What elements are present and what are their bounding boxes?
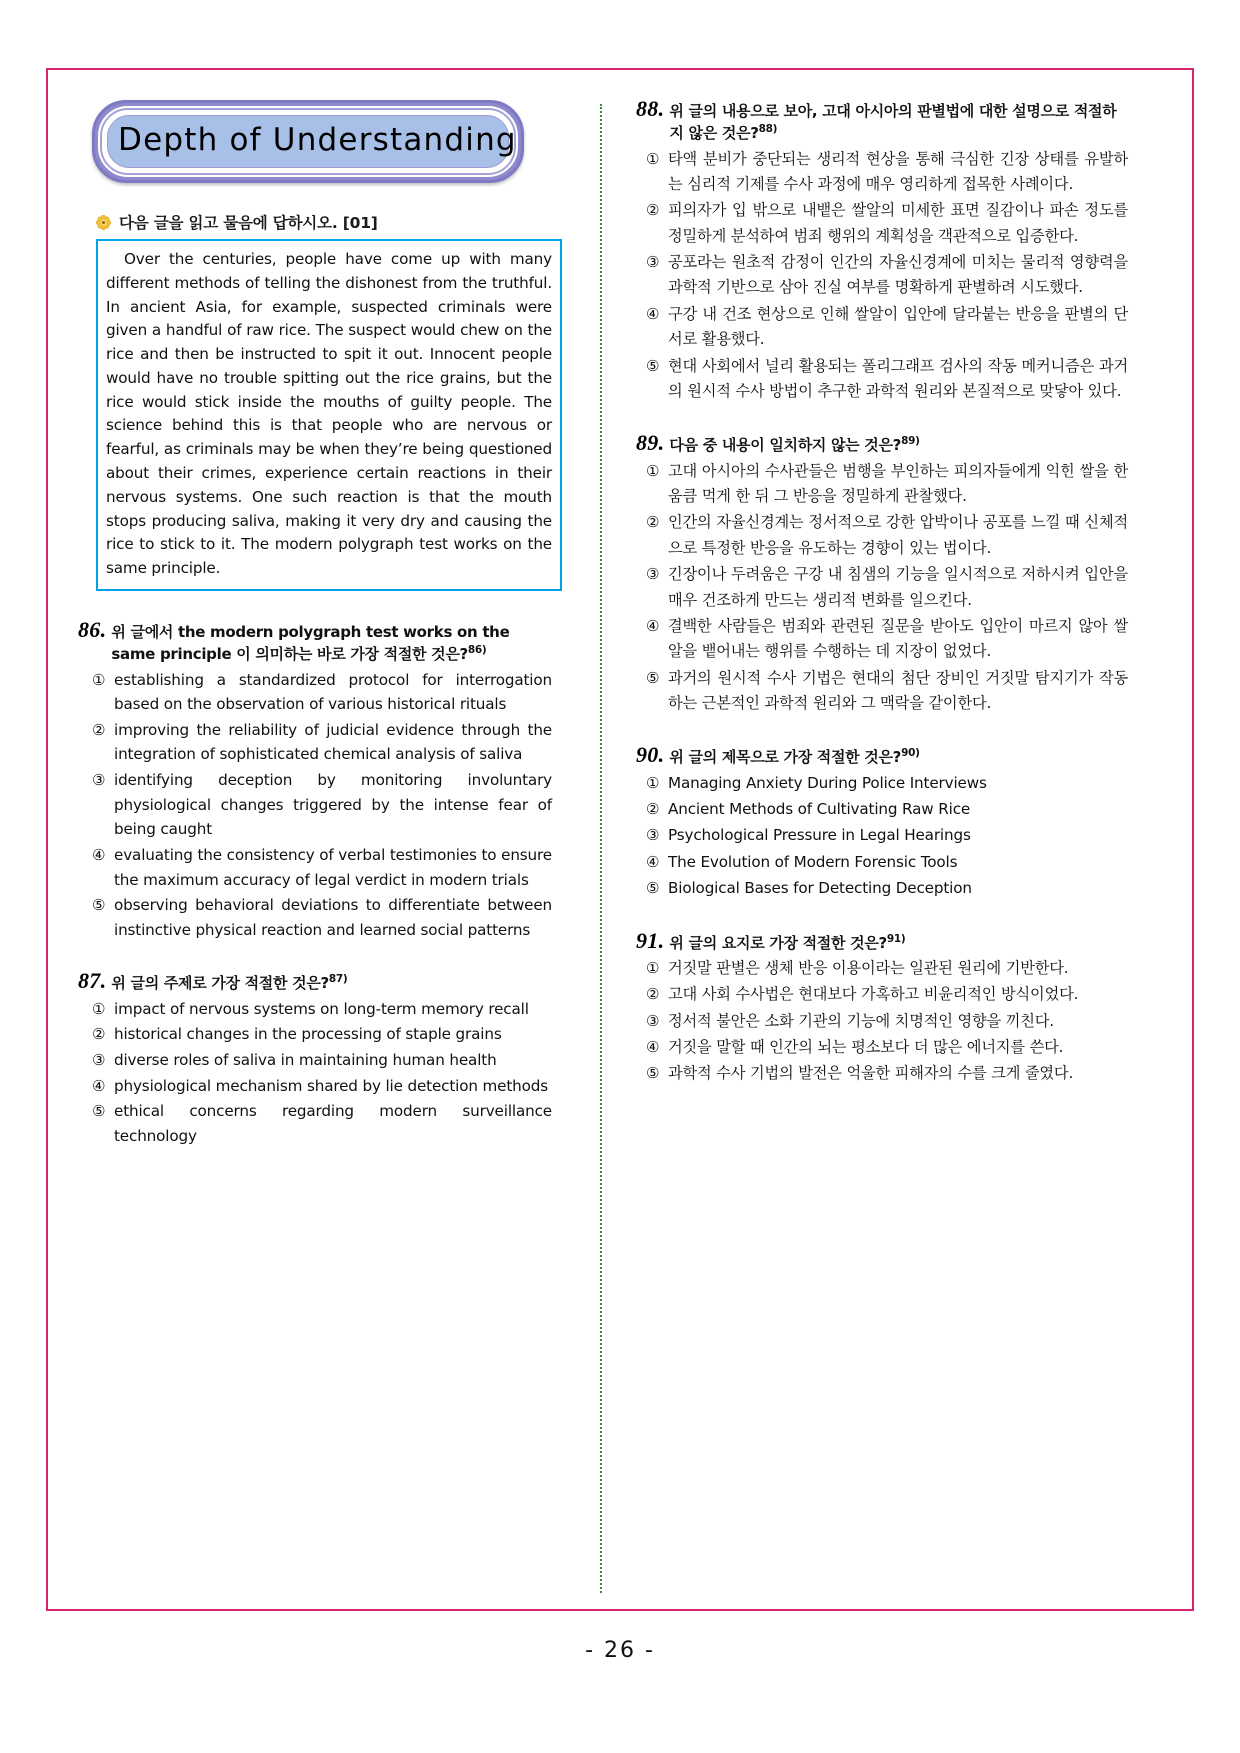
question-block (632, 96, 1128, 404)
answer-option[interactable] (74, 1048, 552, 1073)
option-text: 인간의 자율신경계는 정서적으로 강한 압박이나 공포를 느낄 때 신체적으로 특정한 반응을 유도하는 경향이 있는 법이다. (668, 513, 1128, 557)
page-frame (46, 68, 1194, 1611)
reading-passage-box (96, 239, 562, 591)
option-marker-icon: ① (92, 999, 106, 1018)
answer-option[interactable] (74, 1099, 552, 1148)
option-text: 현대 사회에서 널리 활용되는 폴리그래프 검사의 작동 메커니즘은 과거의 원시적 수사 방법이 추구한 과학적 원리와 본질적으로 맞닿아 있다. (668, 356, 1128, 400)
question-block (74, 968, 552, 1148)
option-marker-icon: ③ (92, 1050, 106, 1069)
question-header (74, 617, 552, 666)
option-text: establishing a standardized protocol for interrogation based on the observation of various historical rituals (114, 670, 552, 714)
option-text: Psychological Pressure in Legal Hearings (668, 826, 971, 845)
left-question-list (74, 617, 552, 1149)
question-footnote-marker: 88) (758, 123, 778, 136)
two-column-layout (74, 92, 1166, 1599)
option-text: 고대 사회 수사법은 현대보다 가혹하고 비윤리적인 방식이었다. (668, 985, 1079, 1004)
answer-option[interactable] (74, 768, 552, 842)
left-column (74, 92, 570, 1599)
question-stem-text: 위 글의 주제로 가장 적절한 것은? (111, 974, 329, 993)
answer-option[interactable] (632, 666, 1128, 717)
answer-option[interactable] (632, 1035, 1128, 1060)
option-marker-icon: ⑤ (646, 879, 660, 898)
answer-option[interactable] (632, 510, 1128, 561)
option-text: 고대 아시아의 수사관들은 범행을 부인하는 피의자들에게 익힌 쌀을 한 움큼 먹게 한 뒤 그 반응을 정밀하게 관찰했다. (668, 461, 1128, 506)
banner-inner-frame (102, 110, 517, 173)
answer-option[interactable] (632, 771, 1128, 796)
option-text: impact of nervous systems on long-term memory recall (114, 999, 529, 1018)
option-marker-icon: ④ (646, 616, 660, 635)
option-text: 타액 분비가 중단되는 생리적 현상을 통해 극심한 긴장 상태를 유발하는 심리적 기제를 수사 과정에 매우 영리하게 접목한 사례이다. (668, 149, 1128, 193)
question-footnote-marker: 89) (901, 435, 920, 448)
option-marker-icon: ③ (92, 771, 106, 790)
option-text: The Evolution of Modern Forensic Tools (668, 852, 958, 871)
question-stem-text: 다음 중 내용이 일치하지 않는 것은? (669, 436, 902, 455)
answer-options (74, 997, 552, 1149)
option-marker-icon: ④ (92, 845, 106, 864)
option-marker-icon: ⑤ (92, 1102, 106, 1121)
option-text: 정서적 불안은 소화 기관의 기능에 치명적인 영향을 끼친다. (668, 1011, 1054, 1030)
option-marker-icon: ④ (92, 1076, 106, 1095)
option-text: Ancient Methods of Cultivating Raw Rice (668, 800, 971, 819)
option-marker-icon: ② (92, 1025, 106, 1044)
option-marker-icon: ④ (646, 1037, 660, 1056)
option-marker-icon: ① (646, 461, 660, 480)
option-text: physiological mechanism shared by lie detection methods (114, 1076, 549, 1095)
flower-bullet-icon (96, 215, 111, 230)
answer-option[interactable] (632, 876, 1128, 901)
answer-options (632, 147, 1128, 405)
instruction-text: 다음 글을 읽고 물음에 답하시오. [01] (119, 214, 378, 232)
answer-option[interactable] (632, 1009, 1128, 1034)
answer-option[interactable] (74, 997, 552, 1022)
question-number: 87. (78, 968, 107, 994)
answer-option[interactable] (632, 302, 1128, 353)
option-marker-icon: ③ (646, 253, 660, 272)
banner-outer-frame (92, 100, 524, 183)
answer-option[interactable] (632, 850, 1128, 875)
answer-option[interactable] (632, 1061, 1128, 1086)
question-stem-text: 위 글의 제목으로 가장 적절한 것은? (669, 748, 902, 767)
option-text: identifying deception by monitoring involuntary physiological changes triggered by the intense fear of being caught (114, 771, 552, 839)
answer-option[interactable] (632, 614, 1128, 665)
question-footnote-marker: 86) (467, 644, 487, 657)
question-footnote-marker: 91) (886, 932, 906, 945)
option-text: 공포라는 원초적 감정이 인간의 자율신경계에 미치는 물리적 영향력을 과학적 기반으로 삼아 진실 여부를 명확하게 판별하려 시도했다. (668, 253, 1128, 297)
right-question-list (632, 96, 1128, 1087)
answer-options (632, 459, 1128, 717)
question-header (632, 742, 1128, 768)
option-text: 거짓말 판별은 생체 반응 이용이라는 일관된 원리에 기반한다. (668, 958, 1069, 977)
option-marker-icon: ③ (646, 1011, 660, 1030)
answer-options (74, 668, 552, 943)
option-marker-icon: ⑤ (646, 356, 660, 375)
answer-option[interactable] (632, 956, 1128, 981)
answer-option[interactable] (74, 893, 552, 942)
question-stem (669, 930, 905, 954)
option-marker-icon: ② (646, 201, 660, 220)
question-stem (669, 99, 1128, 145)
column-divider (600, 104, 602, 1593)
answer-option[interactable] (632, 198, 1128, 249)
question-block (632, 430, 1128, 716)
page-content (48, 70, 1192, 1609)
option-text: improving the reliability of judicial evidence through the integration of sophisticated chemical analysis of saliva (114, 720, 552, 764)
option-text: 과학적 수사 기법의 발전은 억울한 피해자의 수를 크게 줄였다. (668, 1064, 1074, 1083)
question-header (632, 430, 1128, 456)
option-marker-icon: ① (646, 149, 660, 168)
answer-option[interactable] (632, 797, 1128, 822)
answer-option[interactable] (632, 982, 1128, 1007)
banner-title: Depth of Understanding (118, 122, 517, 158)
question-number: 89. (636, 430, 665, 456)
right-column (632, 92, 1128, 1599)
option-text: 긴장이나 두려움은 구강 내 침샘의 기능을 일시적으로 저하시켜 입안을 매우 건조하게 만드는 생리적 변화를 일으킨다. (668, 565, 1128, 609)
option-marker-icon: ② (646, 800, 660, 819)
answer-option[interactable] (74, 1074, 552, 1099)
question-block (632, 928, 1128, 1087)
answer-option[interactable] (632, 459, 1128, 510)
answer-option[interactable] (632, 562, 1128, 613)
answer-option[interactable] (632, 823, 1128, 848)
answer-option[interactable] (74, 668, 552, 717)
question-stem (669, 744, 919, 768)
option-marker-icon: ② (92, 720, 106, 739)
option-marker-icon: ① (92, 670, 106, 689)
option-text: 피의자가 입 밖으로 내뱉은 쌀알의 미세한 표면 질감이나 파손 정도를 정밀하게 분석하여 범죄 행위의 계획성을 객관적으로 입증한다. (668, 201, 1128, 245)
option-marker-icon: ⑤ (92, 896, 106, 915)
question-stem (111, 620, 552, 666)
instruction-line (96, 211, 552, 233)
option-text: historical changes in the processing of staple grains (114, 1025, 502, 1044)
option-text: 거짓을 말할 때 인간의 뇌는 평소보다 더 많은 에너지를 쓴다. (668, 1037, 1064, 1056)
question-block (74, 617, 552, 942)
question-header (632, 96, 1128, 145)
question-block (632, 742, 1128, 901)
answer-option[interactable] (632, 354, 1128, 405)
option-marker-icon: ③ (646, 826, 660, 845)
option-marker-icon: ① (646, 958, 660, 977)
option-marker-icon: ③ (646, 565, 660, 584)
question-header (632, 928, 1128, 954)
answer-option[interactable] (632, 250, 1128, 301)
question-stem-text: 위 글의 내용으로 보아, 고대 아시아의 판별법에 대한 설명으로 적절하지 않은 것은? (669, 102, 1117, 143)
option-marker-icon: ① (646, 773, 660, 792)
question-stem-text: 위 글의 요지로 가장 적절한 것은? (669, 933, 887, 952)
option-text: 결백한 사람들은 범죄와 관련된 질문을 받아도 입안이 마르지 않아 쌀알을 뱉어내는 행위를 수행하는 데 지장이 없었다. (668, 616, 1128, 661)
option-text: 과거의 원시적 수사 기법은 현대의 첨단 장비인 거짓말 탐지기가 작동하는 근본적인 과학적 원리와 그 맥락을 같이한다. (668, 668, 1128, 713)
answer-option[interactable] (74, 1022, 552, 1047)
question-number: 88. (636, 96, 665, 121)
option-text: 구강 내 건조 현상으로 인해 쌀알이 입안에 달라붙는 반응을 판별의 단서로 활용했다. (668, 304, 1128, 349)
banner-mid-frame (98, 106, 518, 177)
answer-option[interactable] (74, 718, 552, 767)
question-footnote-marker: 87) (328, 973, 348, 986)
title-banner (92, 100, 524, 183)
option-marker-icon: ② (646, 513, 660, 532)
question-stem (669, 432, 919, 456)
question-header (74, 968, 552, 994)
option-marker-icon: ④ (646, 304, 660, 323)
passage-text: Over the centuries, people have come up with many different methods of telling the dishonest from the truthful. In ancient Asia, for example, suspected criminals were given a handful of raw rice. The suspect would chew on the rice and then be instructed to spit it out. Innocent people would have no trouble spitting out the rice grains, but the rice would stick inside the mouths of guilty people. The science behind this is that people who are nervous or fearful, as criminals may be when they’re being questioned about their crimes, experience certain reactions in their nervous systems. One such reaction is that the mouth stops producing saliva, making it very dry and causing the rice to stick to it. The modern polygraph test works on the same principle. (106, 250, 552, 578)
option-text: diverse roles of saliva in maintaining human health (114, 1050, 497, 1069)
question-footnote-marker: 90) (901, 747, 920, 760)
page-number: - 26 - (585, 1638, 655, 1663)
answer-options (632, 771, 1128, 902)
question-stem (111, 970, 347, 994)
option-text: Managing Anxiety During Police Interviews (668, 773, 987, 792)
answer-options (632, 956, 1128, 1087)
banner-fill (107, 115, 517, 168)
option-marker-icon: ⑤ (646, 668, 660, 687)
option-marker-icon: ② (646, 985, 660, 1004)
option-text: evaluating the consistency of verbal testimonies to ensure the maximum accuracy of legal verdict in modern trials (114, 845, 552, 889)
question-number: 86. (78, 616, 107, 642)
question-stem-text: 위 글에서 the modern polygraph test works on the same principle 이 의미하는 바로 가장 적절한 것은? (111, 622, 510, 664)
option-text: observing behavioral deviations to differentiate between instinctive physical reaction and learned social patterns (114, 896, 552, 939)
question-number: 91. (636, 927, 665, 953)
question-number: 90. (636, 742, 665, 768)
answer-option[interactable] (74, 843, 552, 892)
option-marker-icon: ⑤ (646, 1064, 660, 1083)
option-text: Biological Bases for Detecting Deception (668, 879, 972, 898)
answer-option[interactable] (632, 147, 1128, 198)
option-marker-icon: ④ (646, 852, 660, 871)
option-text: ethical concerns regarding modern surveillance technology (114, 1102, 552, 1145)
